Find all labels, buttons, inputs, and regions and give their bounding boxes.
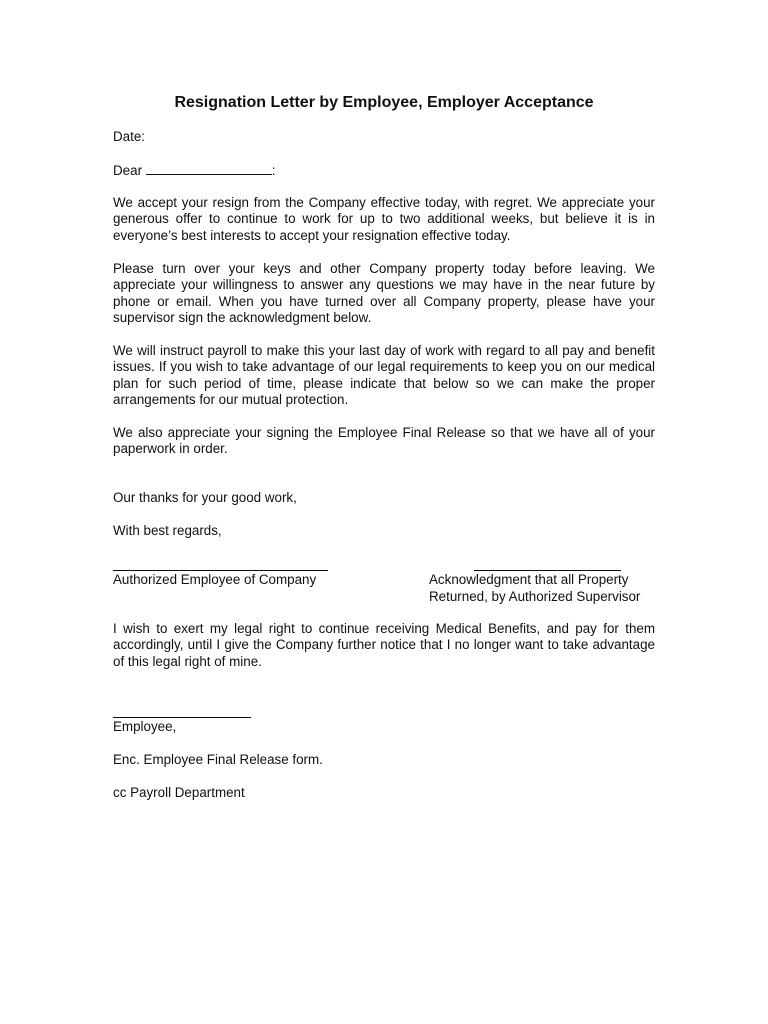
cc-note: cc Payroll Department [113, 785, 245, 800]
salutation-prefix: Dear [113, 163, 143, 178]
closing-thanks: Our thanks for your good work, [113, 490, 297, 505]
company-signature-label: Authorized Employee of Company [113, 572, 317, 587]
paragraph-property-return: Please turn over your keys and other Company property today before leaving. We appreciate your willingness to answer any questions we may have in the near future by phone or email. When you have turned over all Company property, please have your supervisor sign the acknowledgment below. [113, 261, 655, 326]
supervisor-signature-label-line2: Returned, by Authorized Supervisor [429, 589, 641, 604]
salutation [113, 162, 276, 179]
paragraph-medical-benefits: I wish to exert my legal right to continue receiving Medical Benefits, and pay for them accordingly, until I give the Company further notice that I no longer want to take advantage of this legal right of mine. [113, 621, 655, 669]
closing-regards: With best regards, [113, 523, 222, 538]
paragraph-final-release: We also appreciate your signing the Employee Final Release so that we have all of your paperwork in order. [113, 425, 655, 457]
paragraph-acceptance: We accept your resign from the Company effective today, with regret. We appreciate your generous offer to continue to work for up to two additional weeks, but believe it is in everyone’s best interests to accept your resignation effective today. [113, 195, 655, 243]
supervisor-signature-label-line1: Acknowledgment that all Property [429, 572, 629, 587]
letter-title: Resignation Letter by Employee, Employer Acceptance [174, 94, 594, 111]
paragraph-payroll: We will instruct payroll to make this your last day of work with regard to all pay and benefit issues. If you wish to take advantage of our legal requirements to keep you on our medical plan for such period of time, please indicate that below so we can make the proper arrangements for our mutual protection. [113, 343, 655, 408]
enclosure-note: Enc. Employee Final Release form. [113, 752, 323, 767]
employee-signature-label: Employee, [113, 719, 177, 734]
recipient-name-blank [146, 162, 272, 175]
salutation-suffix: : [271, 163, 276, 178]
employee-signature-line [113, 717, 251, 718]
date-label: Date: [113, 129, 146, 144]
